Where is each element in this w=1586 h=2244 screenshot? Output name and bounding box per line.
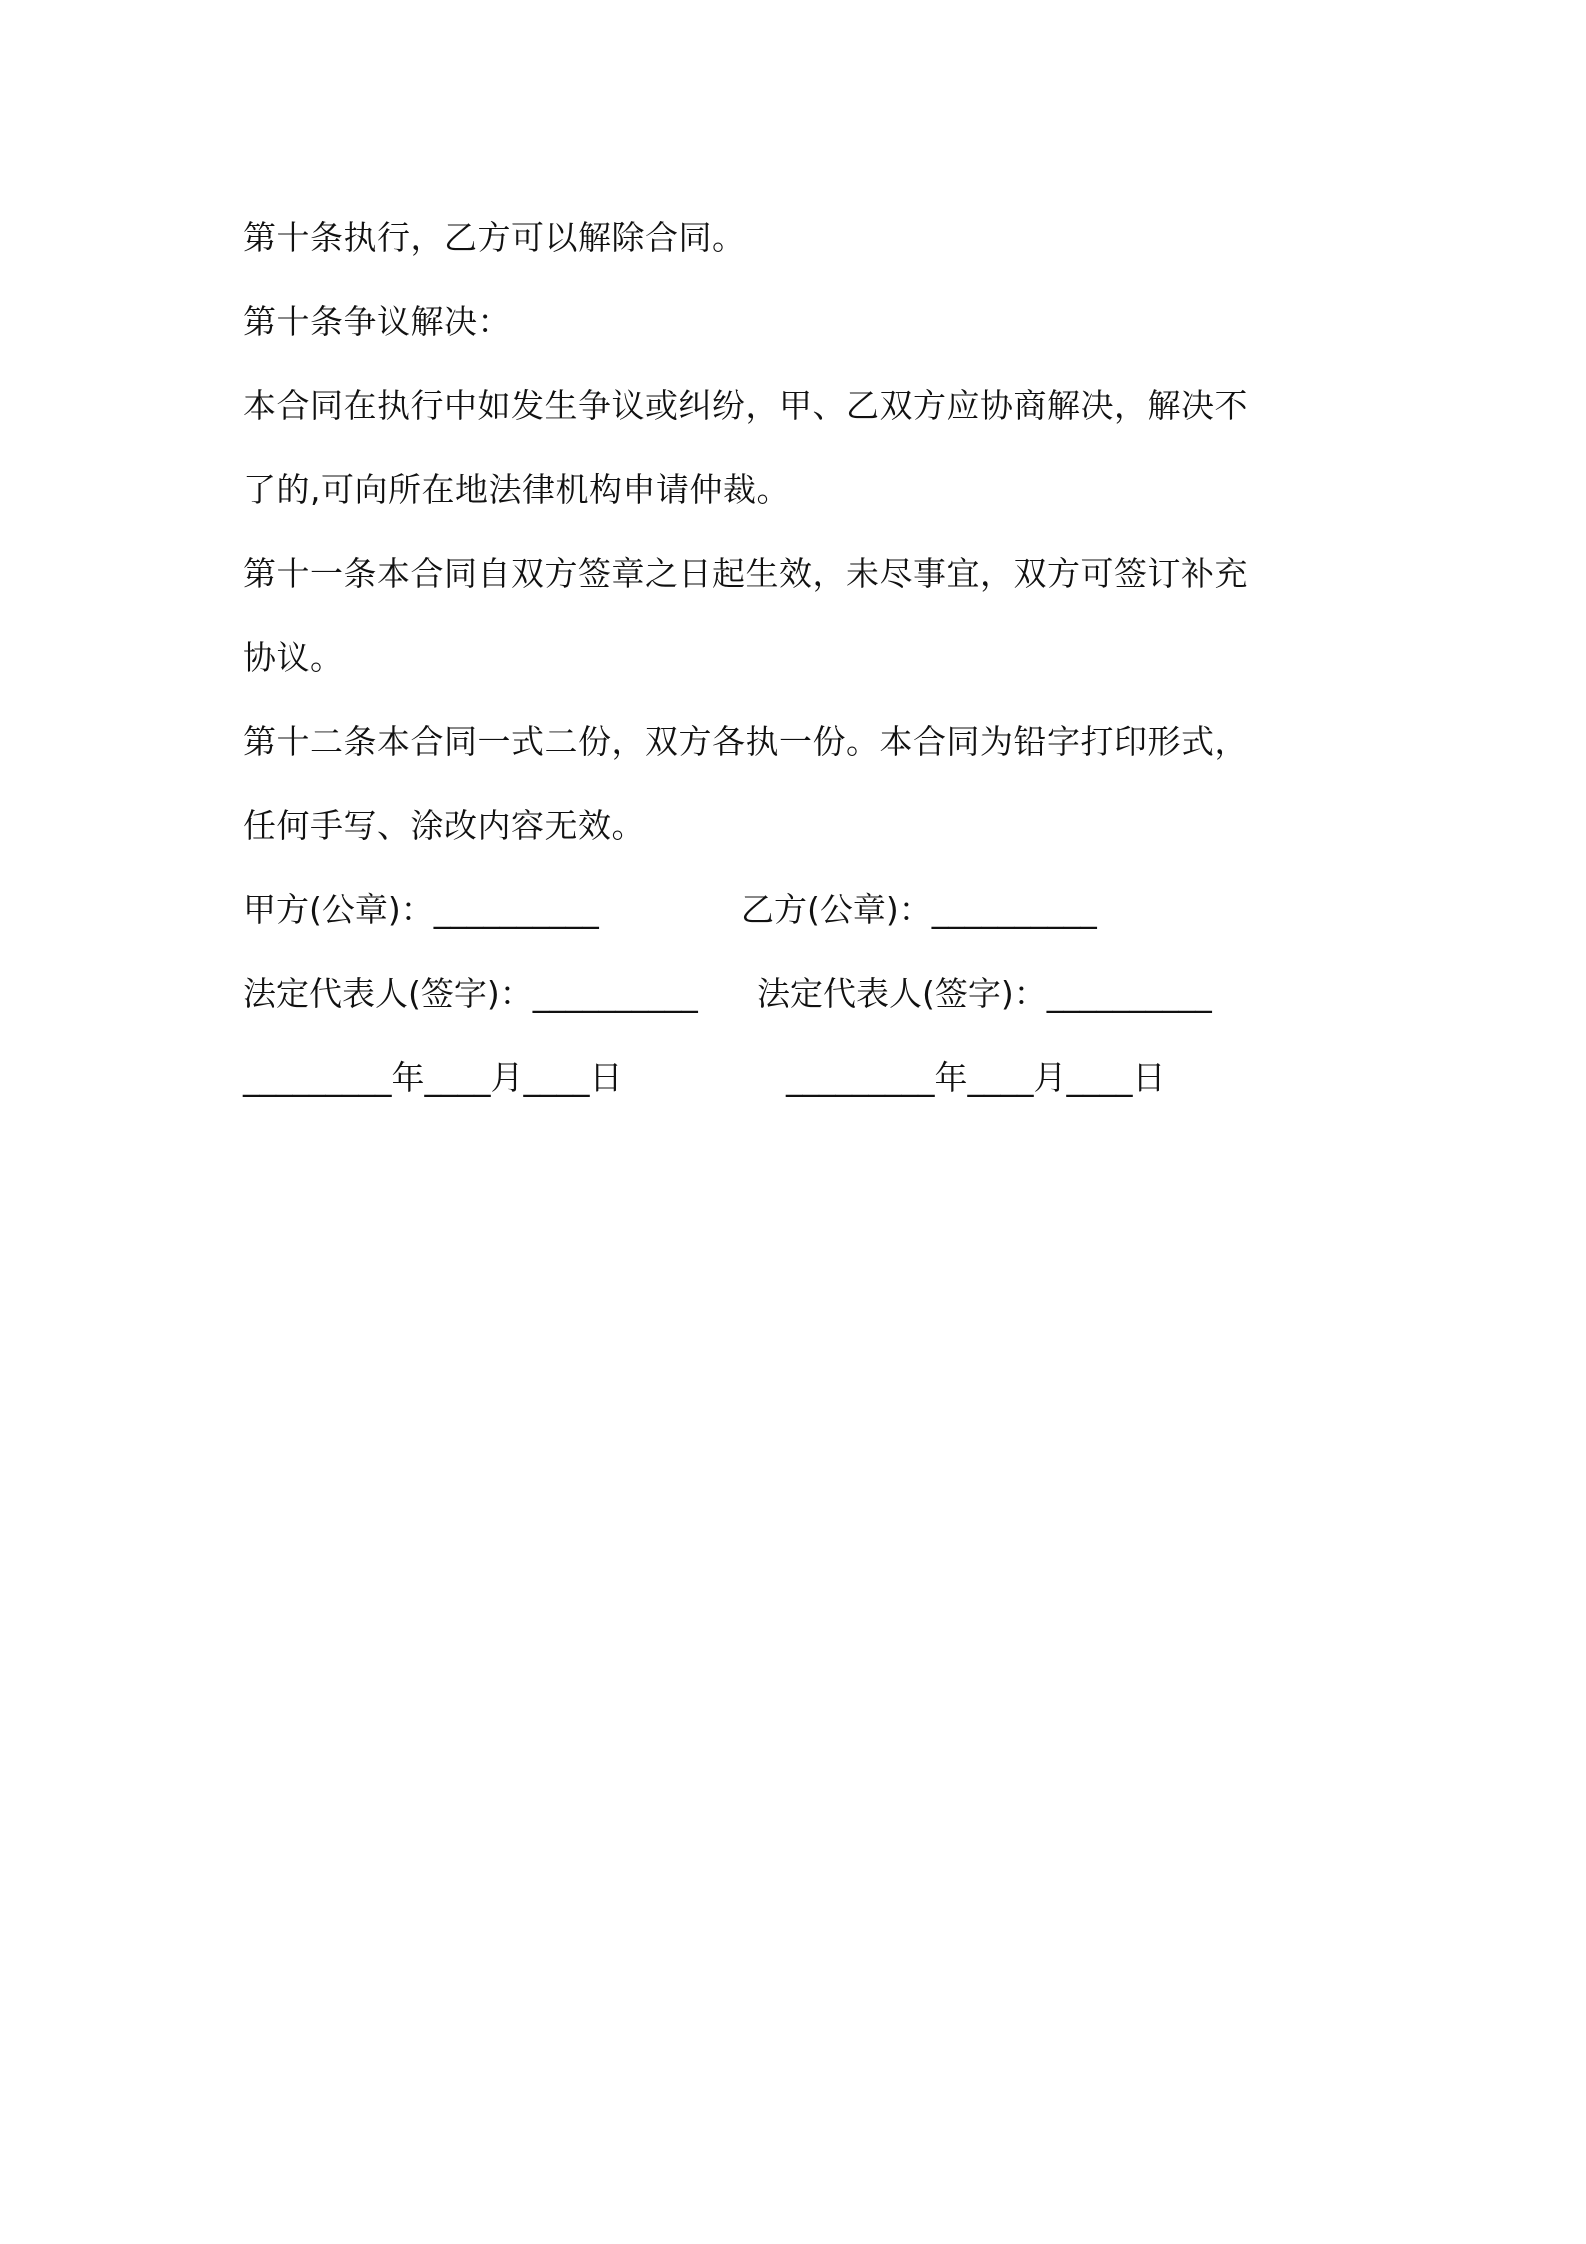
- party-a-rep-field: 法定代表人(签字)：__________: [243, 974, 698, 1013]
- party-b-date-field: _________年____月____日: [786, 1058, 1166, 1097]
- party-a-date-field: _________年____月____日: [243, 1058, 623, 1097]
- seal-row: [243, 868, 1353, 952]
- clause-10-dispute-heading: 第十条争议解决：: [243, 302, 511, 341]
- dispute-text-line-1: 本合同在执行中如发生争议或纠纷，甲、乙双方应协商解决，解决不: [243, 386, 1248, 425]
- clause-11-line-2: 协议。: [243, 638, 344, 677]
- party-b-seal-field: 乙方(公章)：__________: [741, 890, 1097, 929]
- representative-row: [243, 952, 1353, 1036]
- clause-11-line-1: 第十一条本合同自双方签章之日起生效，未尽事宜，双方可签订补充: [243, 554, 1248, 593]
- clause-12-line-2: 任何手写、涂改内容无效。: [243, 806, 645, 845]
- party-b-rep-field: 法定代表人(签字)：__________: [757, 974, 1212, 1013]
- dispute-text-line-2: 了的,可向所在地法律机构申请仲裁。: [243, 470, 790, 509]
- clause-12-line-1: 第十二条本合同一式二份，双方各执一份。本合同为铅字打印形式，: [243, 722, 1248, 761]
- contract-body: [243, 196, 1353, 1120]
- party-a-seal-field: 甲方(公章)：__________: [243, 890, 599, 929]
- date-row: [243, 1036, 1353, 1120]
- clause-10-termination: 第十条执行，乙方可以解除合同。: [243, 218, 746, 257]
